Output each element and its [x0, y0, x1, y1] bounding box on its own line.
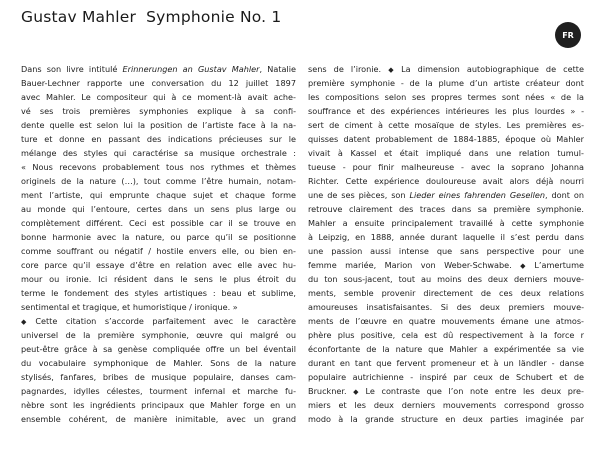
text-line	[21, 62, 296, 76]
line-text-continued: , dont on	[545, 190, 584, 200]
line-text: stylisés, fanfares, bribes de musique populaire, danses cam-	[21, 372, 296, 382]
line-text: ment l’artiste, qui emprunte chaque sujet et chaque forme	[21, 190, 296, 200]
line-text: Dans son livre intitulé	[21, 64, 123, 74]
text-line	[308, 216, 584, 230]
line-text: première symphonie - de la plume d’un artiste créateur dont	[308, 78, 584, 88]
line-text: vé ses trois premières symphonies explique à sa confi-	[21, 106, 296, 116]
line-text-continued: La dimension autobiographique de cette	[401, 64, 584, 74]
line-text: modo à la grande structure en deux parties imaginée par	[308, 414, 584, 424]
line-text: ture et donne en passant des indications précieuses sur le	[21, 134, 296, 144]
paragraph-diamond-icon: ◆	[520, 261, 532, 270]
text-line	[308, 398, 584, 412]
text-line	[21, 412, 296, 426]
text-line	[21, 342, 296, 356]
line-text: quisses datent probablement de 1884-1885, époque où Mahler	[308, 134, 584, 144]
text-line	[308, 62, 584, 76]
line-text: souffrance et des expériences intérieures les plus lourdes » -	[308, 106, 584, 116]
line-text: populaire autrichienne - inspiré par ceux de Schubert et de	[308, 372, 584, 382]
text-line	[21, 104, 296, 118]
line-text: vivait à Kassel et était impliqué dans une relation tumul-	[308, 148, 584, 158]
composer-name: Gustav Mahler	[21, 8, 137, 26]
paragraph-diamond-icon: ◆	[388, 65, 399, 74]
text-line	[21, 300, 296, 314]
text-line	[308, 104, 584, 118]
text-line	[21, 272, 296, 286]
text-line	[308, 370, 584, 384]
line-text: peut-être grâce à sa genèse compliquée offre un bel éventail	[21, 344, 296, 354]
line-text-continued: L’amertume	[534, 260, 584, 270]
text-line	[21, 132, 296, 146]
line-text: complètement différent. Ceci est possible car il se trouve en	[21, 218, 296, 228]
text-line	[21, 90, 296, 104]
line-text: Cette citation s’accorde parfaitement avec le caractère	[35, 316, 296, 326]
paragraph-diamond-icon: ◆	[353, 387, 363, 396]
text-line	[21, 356, 296, 370]
line-text: sens de l’ironie.	[308, 64, 389, 74]
line-text: une de ses pièces, son	[308, 190, 410, 200]
text-line	[308, 90, 584, 104]
text-line	[308, 160, 584, 174]
line-text: dente quelle est selon lui la position de l’artiste face à la na-	[21, 120, 296, 130]
line-text: amoureuses insatisfaisantes. Si des deux premiers mouve-	[308, 302, 584, 312]
line-text: « Nous recevons probablement tous nos rythmes et thèmes	[21, 162, 296, 172]
line-text: pagnardes, idylles célestes, tourment infernal et marche fu-	[21, 386, 296, 396]
text-line	[308, 300, 584, 314]
text-line	[21, 384, 296, 398]
text-line	[308, 202, 584, 216]
line-text: sert de ciment à cette mosaïque de styles. Les premières es-	[308, 120, 584, 130]
text-line	[308, 146, 584, 160]
line-text: une passion aussi intense que sans perspective pour une	[308, 246, 584, 256]
line-text: du ton sous-jacent, tout au moins des deux derniers mouve-	[308, 274, 584, 284]
text-line	[21, 146, 296, 160]
line-text: Bruckner.	[308, 386, 354, 396]
line-text: avec Mahler. Le compositeur qui à ce moment-là avait ache-	[21, 92, 296, 102]
line-text: sentimental et tragique, et humoristique / ironique. »	[21, 302, 238, 312]
text-line	[21, 76, 296, 90]
line-text: retrouve clairement des traces dans sa première symphonie.	[308, 204, 584, 214]
text-column-right	[308, 62, 584, 426]
line-text: terme le fondement des styles artistiques : beau et sublime,	[21, 288, 296, 298]
text-line	[21, 118, 296, 132]
text-line	[21, 230, 296, 244]
text-line	[21, 314, 296, 328]
line-text: universel de la première symphonie, œuvre qui malgré ou	[21, 330, 296, 340]
line-text: ments, semble provenir directement de ces deux relations	[308, 288, 584, 298]
line-text: Richter. Cette expérience douloureuse avait alors déjà nourri	[308, 176, 584, 186]
text-line	[21, 202, 296, 216]
line-text: Mahler a ensuite principalement travaillé à cette symphonie	[308, 218, 584, 228]
text-line	[21, 328, 296, 342]
italic-title: Lieder eines fahrenden Gesellen	[409, 190, 546, 200]
line-text: phère plus positive, cela est dû respectivement à la force r	[308, 330, 584, 340]
italic-title: Erinnerungen an Gustav Mahler	[122, 64, 260, 74]
text-line	[308, 314, 584, 328]
text-line	[308, 244, 584, 258]
text-line	[308, 384, 584, 398]
line-text: mélange des styles qui caractérise sa musique orchestrale :	[21, 148, 296, 158]
text-line	[21, 244, 296, 258]
text-line	[308, 356, 584, 370]
line-text: miers et les deux derniers mouvements correspond grosso	[308, 400, 584, 410]
text-line	[21, 216, 296, 230]
line-text: nèbre sont les ingrédients principaux que Mahler forge en un	[21, 400, 296, 410]
line-text: au monde qui l’entoure, certes dans un sens plus large ou	[21, 204, 296, 214]
text-line	[308, 328, 584, 342]
text-line	[21, 258, 296, 272]
line-text: mour ou ironie. Ici résident dans le sens le plus étroit du	[21, 274, 296, 284]
text-line	[308, 76, 584, 90]
text-line	[308, 118, 584, 132]
language-badge: FR	[555, 22, 581, 48]
line-text: Bauer-Lechner rapporte une conversation du 12 juillet 1897	[21, 78, 296, 88]
text-line	[21, 370, 296, 384]
line-text: à Leipzig, en 1888, année durant laquelle il s’est perdu dans	[308, 232, 584, 242]
line-text: comme souffrant ou négatif / hostile envers elle, ou bien en-	[21, 246, 296, 256]
text-line	[308, 342, 584, 356]
text-line	[308, 132, 584, 146]
line-text: éconfortante de la nature que Mahler a expérimentée sa vie	[308, 344, 584, 354]
text-line	[308, 174, 584, 188]
text-line	[21, 174, 296, 188]
line-text-continued: , Natalie	[259, 64, 296, 74]
line-text: originels de la nature (…), tout comme l’être humain, notam-	[21, 176, 296, 186]
line-text: core parce qu’il essaye d’être en relation avec elle avec hu-	[21, 260, 296, 270]
line-text: du vocabulaire symphonique de Mahler. Sons de la nature	[21, 358, 296, 368]
page-title	[21, 8, 281, 26]
text-line	[21, 160, 296, 174]
text-line	[21, 286, 296, 300]
text-line	[308, 258, 584, 272]
text-line	[21, 398, 296, 412]
line-text: ments de l’œuvre en quatre mouvements émane une atmos-	[308, 316, 584, 326]
line-text: bonne harmonie avec la nature, ou parce qu’il se positionne	[21, 232, 296, 242]
text-line	[308, 272, 584, 286]
text-line	[308, 412, 584, 426]
text-line	[308, 188, 584, 202]
line-text-continued: Le contraste que l’on note entre les deux pre-	[365, 386, 584, 396]
text-line	[308, 286, 584, 300]
text-column-left	[21, 62, 296, 426]
work-title: Symphonie No. 1	[146, 8, 282, 26]
text-line	[21, 188, 296, 202]
line-text: ensemble cohérent, de manière inimitable, avec un grand	[21, 414, 296, 424]
text-line	[308, 230, 584, 244]
paragraph-diamond-icon: ◆	[21, 317, 33, 326]
line-text: tueuse - pour finir malheureuse - avec la soprano Johanna	[308, 162, 584, 172]
line-text: durant en tant que fervent promeneur et à un ländler - danse	[308, 358, 584, 368]
line-text: femme mariée, Marion von Weber-Schwabe.	[308, 260, 521, 270]
line-text: les compositions selon ses propres termes sont nées « de la	[308, 92, 584, 102]
